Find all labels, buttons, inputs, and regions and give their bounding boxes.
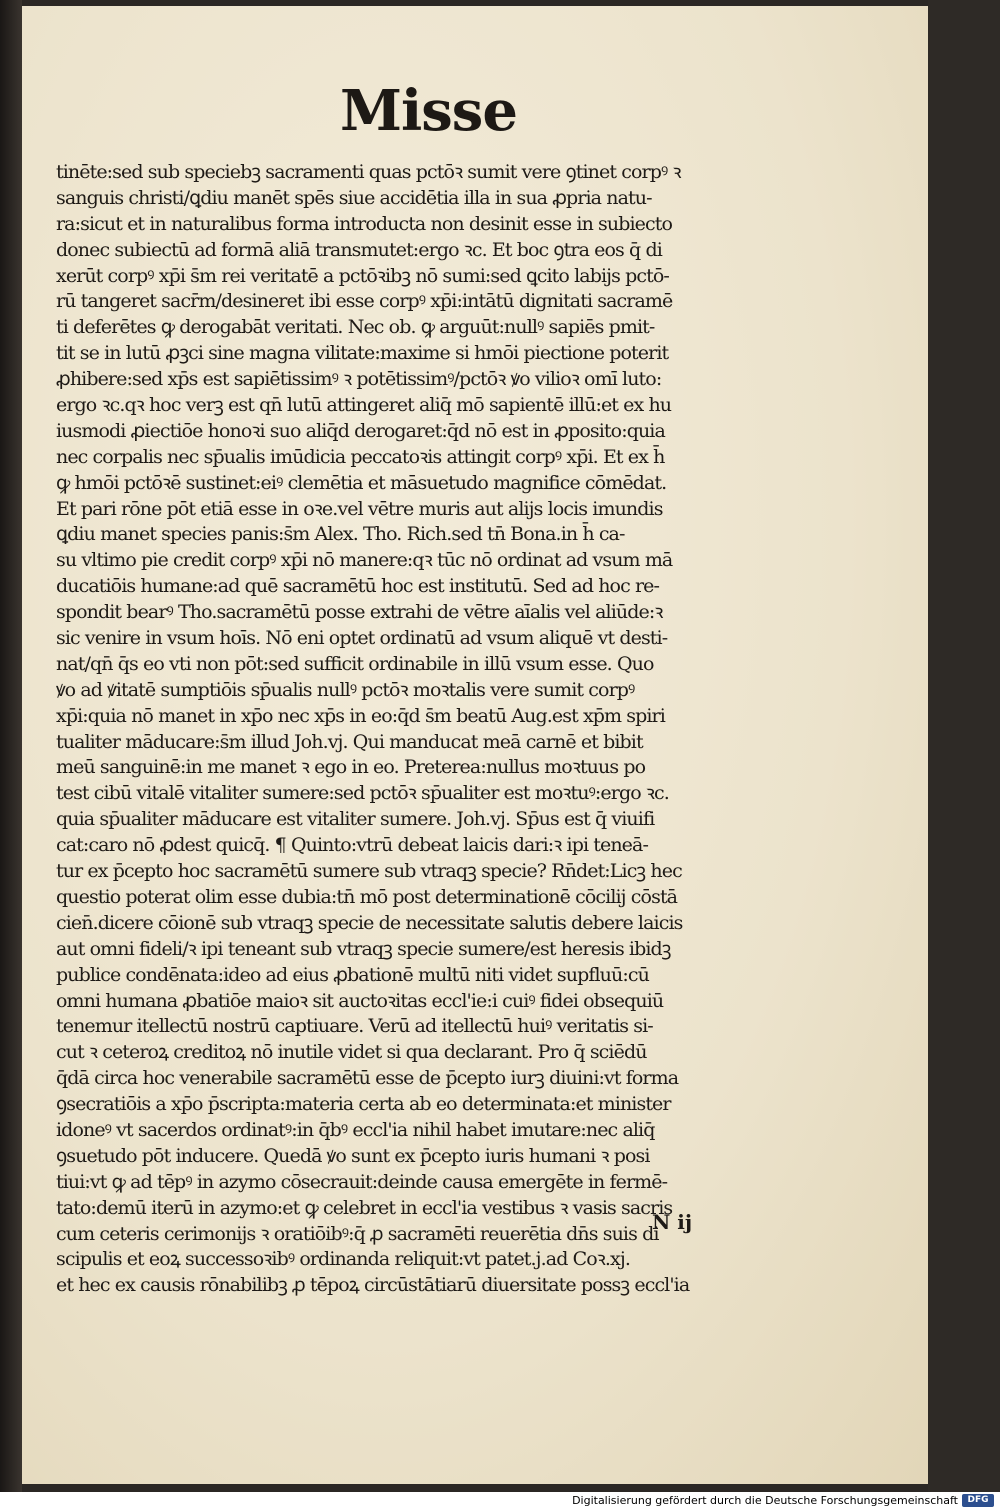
text-line: su vltimo pie credit corpꝰ xp̄i nō manere:qꝛ tūc nō ordinat ad vsum mā [56,549,673,572]
text-line: nec corpalis nec sp̄ualis imūdicia peccatoꝛis attingit corpꝰ xp̄i. Et ex h̄ [56,445,665,468]
text-line: rū tangeret sacr̄m/desineret ibi esse corpꝰ xp̄i:intātū dignitati sacramē [56,290,673,313]
book-gutter-edge [0,0,22,1492]
text-line: cum ceteris cerimonijs ꝛ oratiōibꝰ:q̄ ꝓ sacramēti reuerētia dn̄s suis di [56,1222,659,1245]
text-line: cat:caro nō ꝓdest quicq̄. ¶ Quinto:vtrū debeat laicis dari:ꝛ ipi teneā- [56,834,648,857]
text-line: tato:demū iterū in azymo:et ꝙ celebret in eccl'ia vestibus ꝛ vasis sacris [56,1196,673,1219]
text-line: spondit bearꝰ Tho.sacramētū posse extrahi de vētre aīalis vel aliūde:ꝛ [56,601,663,624]
signature-mark: N ij [652,1210,693,1234]
footer-credit: Digitalisierung gefördert durch die Deutsche Forschungsgemeinschaft [572,1494,958,1507]
text-line: iusmodi ꝓiectiōe honoꝛi suo aliq̄d derogaret:q̄d nō est in ꝓposito:quia [56,419,665,442]
text-line: tenemur itellectū nostrū captiuare. Verū ad itellectū huiꝰ veritatis si- [56,1015,653,1038]
text-line: idoneꝰ vt sacerdos ordinatꝰ:in q̄bꝰ eccl'ia nihil habet imutare:nec aliq̄ [56,1118,655,1141]
text-line: ergo ꝛc.qꝛ hoc verꝫ est qn̄ lutū attingeret aliq̄ mō sapientē illū:et ex hu [56,394,672,417]
text-line: xerūt corpꝰ xp̄i s̄m rei veritatē a pctōꝛibꝫ nō sumi:sed ꝗcito labijs pctō- [56,264,669,287]
next-page-edge [928,0,1000,1492]
text-line: ducatiōis humane:ad quē sacramētū hoc est institutū. Sed ad hoc re- [56,575,660,598]
text-line: omni humana ꝓbatiōe maioꝛ sit auctoꝛitas eccl'ie:i cuiꝰ fidei obsequiū [56,989,664,1012]
text-line: questio poterat olim esse dubia:tn̄ mō post determinationē cōcilij cōstā [56,885,678,908]
text-line: aut omni fideli/ꝛ ipi teneant sub vtraqꝫ specie sumere/est heresis ibidꝫ [56,937,671,960]
text-line: publice condēnata:ideo ad eius ꝓbationē multū niti videt supfluū:cū [56,963,649,986]
dfg-logo-icon: DFG [962,1494,994,1507]
text-line: tit se in lutū ꝓꝫci sine magna vilitate:maxime si hmōi piectione poterit [56,342,669,365]
text-line: ꝓhibere:sed xp̄s est sapiētissimꝰ ꝛ potētissimꝰ/pctōꝛ ꝟo vilioꝛ omī luto: [56,368,662,391]
text-line: ra:sicut et in naturalibus forma introducta non desinit esse in subiecto [56,212,673,235]
text-line: Et pari rōne pōt etiā esse in oꝛe.vel vētre muris aut alijs locis imundis [56,497,663,520]
text-line: cut ꝛ ceteroꝝ creditoꝝ nō inutile videt si qua declarant. Pro q̄ sciēdū [56,1041,647,1064]
text-line: tur ex p̄cepto hoc sacramētū sumere sub vtraqꝫ specie? Rn̄det:Licꝫ hec [56,860,682,883]
running-head: Misse [340,78,517,144]
text-line: tualiter māducare:s̄m illud Joh.vj. Qui manducat meā carnē et bibit [56,730,643,753]
text-line: quia sp̄ualiter māducare est vitaliter sumere. Joh.vj. Sp̄us est q̄ viuifi [56,808,655,831]
text-line: et hec ex causis rōnabilibꝫ ꝓ tēpoꝝ circūstātiarū diuersitate possꝫ eccl'ia [56,1274,690,1297]
text-line: nat/qn̄ q̄s eo vti non pōt:sed sufficit ordinabile in illū vsum esse. Quo [56,652,654,675]
text-line: ti deferētes ꝙ derogabāt veritati. Nec ob. ꝙ arguūt:nullꝰ sapiēs pmit- [56,316,655,339]
text-line: ꝗdiu manet species panis:s̄m Alex. Tho. Rich.sed tn̄ Bona.in h̄ ca- [56,523,625,546]
text-line: ꝯsecratiōis a xp̄o p̄scripta:materia certa ab eo determinata:et minister [56,1093,671,1116]
text-line: ꝙ hmōi pctōꝛē sustinet:eiꝰ clemētia et māsuetudo magnifice cōmēdat. [56,471,667,494]
text-line: xp̄i:quia nō manet in xp̄o nec xp̄s in eo:q̄d s̄m beatū Aug.est xp̄m spiri [56,704,665,727]
text-line: q̄dā circa hoc venerabile sacramētū esse de p̄cepto iurꝫ diuini:vt forma [56,1067,679,1090]
text-line: ꝟo ad ꝟitatē sumptiōis sp̄ualis nullꝰ pctōꝛ moꝛtalis vere sumit corpꝰ [56,678,635,701]
text-line: ꝯsuetudo pōt inducere. Quedā ꝟo sunt ex p̄cepto iuris humani ꝛ posi [56,1144,650,1167]
body-text [56,160,776,1299]
text-line: sanguis christi/ꝗdiu manēt spēs siue accidētia illa in sua ꝓpria natu- [56,186,652,209]
text-line: tiui:vt ꝙ ad tēpꝰ in azymo cōsecrauit:deinde causa emergēte in fermē- [56,1170,668,1193]
text-line: sic venire in vsum hoīs. Nō eni optet ordinatū ad vsum aliquē vt desti- [56,627,668,650]
text-line: donec subiectū ad formā aliā transmutet:ergo ꝛc. Et boc ꝯtra eos q̄ di [56,238,662,261]
text-line: tinēte:sed sub speciebꝫ sacramenti quas pctōꝛ sumit vere ꝯtinet corpꝰ ꝛ [56,161,681,183]
text-line: cien̄.dicere cōionē sub vtraqꝫ specie de necessitate salutis debere laicis [56,911,683,934]
text-line: meū sanguinē:in me manet ꝛ ego in eo. Preterea:nullus moꝛtuus po [56,756,646,779]
text-line: test cibū vitalē vitaliter sumere:sed pctōꝛ sp̄ualiter est moꝛtuꝰ:ergo ꝛc. [56,782,669,805]
text-line: scipulis et eoꝝ successoꝛibꝰ ordinanda reliquit:vt patet.j.ad Coꝛ.xj. [56,1248,630,1271]
